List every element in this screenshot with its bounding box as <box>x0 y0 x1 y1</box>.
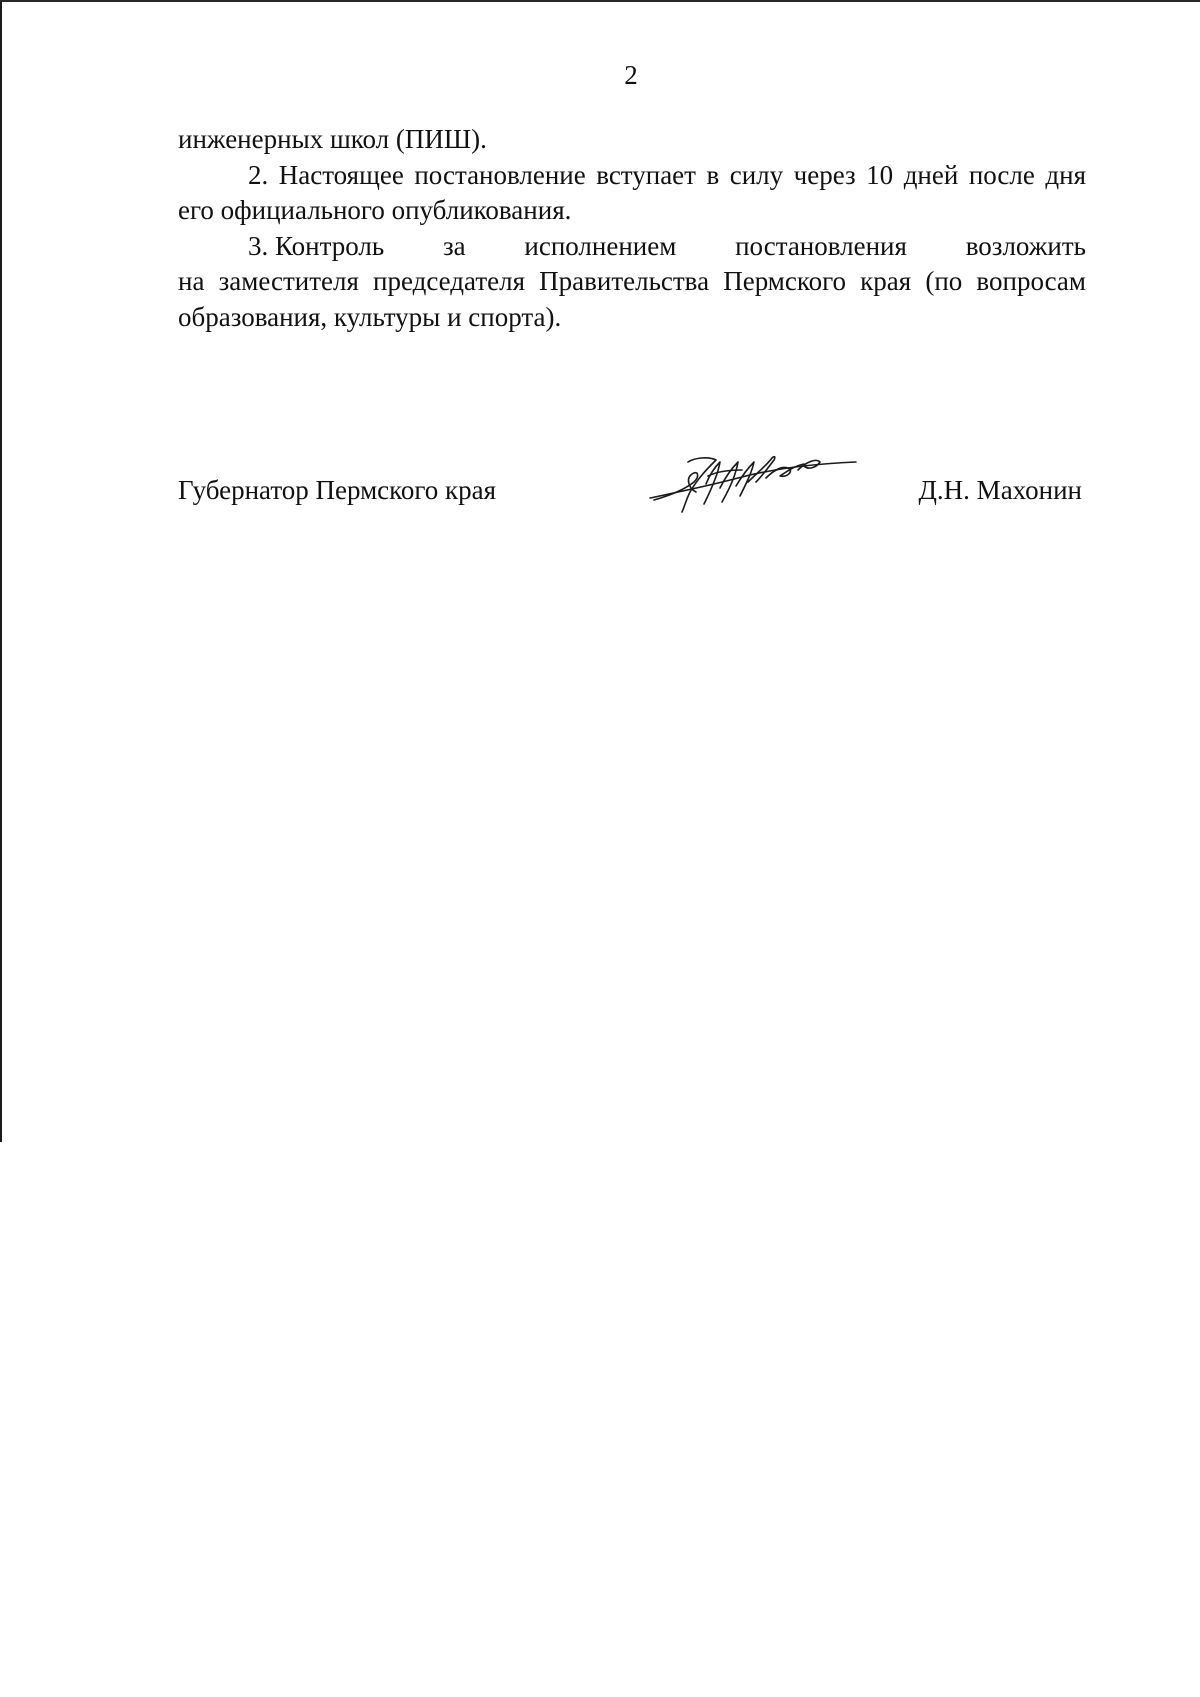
paragraph-item-3-rest: на заместителя председателя Правительства Пермского края (по вопросам образования, культуры и спорта). <box>178 266 1086 332</box>
item3-word: за <box>442 230 466 261</box>
item3-word: возложить <box>965 230 1086 261</box>
paragraph-item-2: 2. Настоящее постановление вступает в силу через 10 дней после дня его официального опубликования. <box>178 159 1086 225</box>
item3-word: постановления <box>735 230 907 261</box>
document-body <box>178 122 1086 335</box>
signature-block <box>178 472 1082 512</box>
handwritten-signature <box>648 448 860 514</box>
scan-edge <box>0 2 2 1142</box>
paragraph-item-3-first-line <box>178 229 1086 265</box>
item3-word: исполнением <box>524 230 677 261</box>
signatory-title: Губернатор Пермского края <box>178 475 497 505</box>
paragraph-continuation: инженерных школ (ПИШ). <box>178 124 487 154</box>
item3-word: 3. Контроль <box>248 230 385 261</box>
signatory-name: Д.Н. Махонин <box>918 475 1082 505</box>
page-number: 2 <box>624 60 638 90</box>
